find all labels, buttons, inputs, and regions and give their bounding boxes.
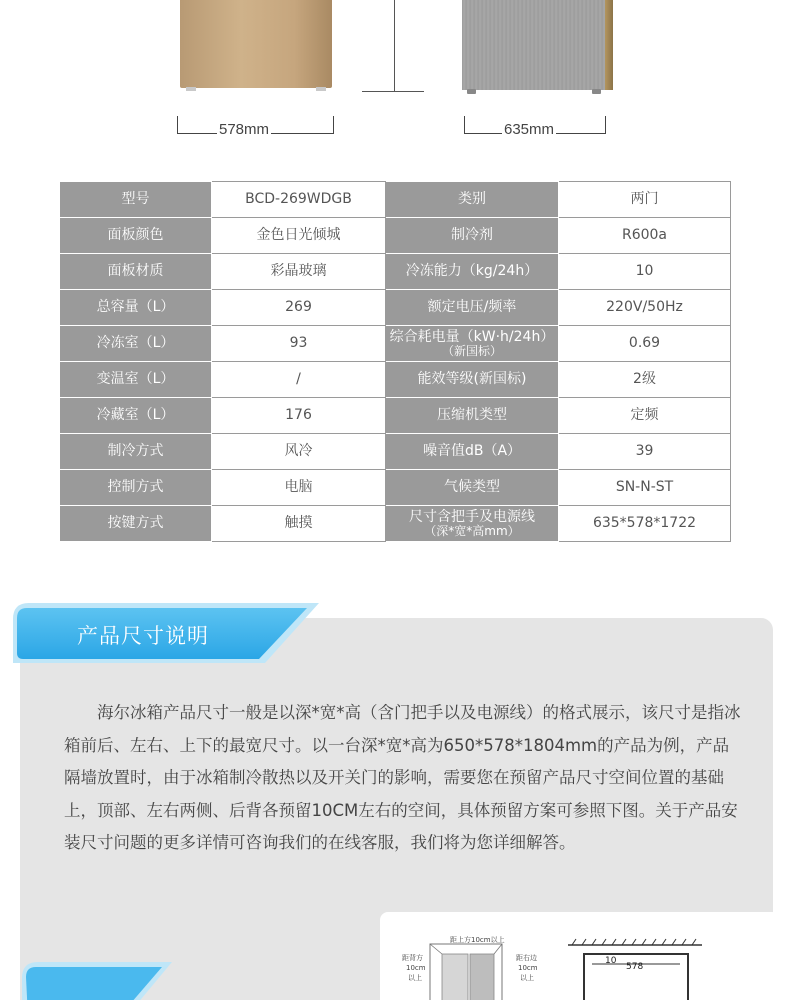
diagram-right-label-1: 距右边 <box>516 954 537 962</box>
spec-value-text: 风冷 <box>284 443 313 459</box>
spec-key-text: 气候类型 <box>444 479 500 495</box>
dimension-guide-line <box>362 91 424 92</box>
diagram-right-label-3: 以上 <box>520 974 534 982</box>
diagram-top-label: 距上方10cm以上 <box>450 936 505 944</box>
spec-key-text: 压缩机类型 <box>437 407 507 423</box>
spec-value <box>559 218 731 254</box>
spec-key <box>60 326 212 362</box>
dimension-guide-line <box>394 0 395 92</box>
spec-key-subtext: （新国标） <box>441 344 502 358</box>
spec-value <box>212 506 386 542</box>
installation-diagram-card <box>380 912 780 1000</box>
spec-value <box>559 434 731 470</box>
spec-key-text: 制冷方式 <box>107 443 164 459</box>
spec-value <box>559 182 731 218</box>
spec-key <box>386 470 559 506</box>
spec-key <box>60 434 212 470</box>
spec-table <box>59 181 731 542</box>
spec-value-text: 176 <box>285 407 312 423</box>
spec-key-text: 制冷剂 <box>451 227 493 243</box>
spec-value <box>559 470 731 506</box>
spec-value-text: R600a <box>621 227 668 243</box>
spec-key-text: 尺寸含把手及电源线 <box>409 509 535 525</box>
spec-key <box>386 506 559 542</box>
spec-key <box>60 398 212 434</box>
spec-value-text: 39 <box>635 443 654 459</box>
spec-value-text: 635*578*1722 <box>592 515 697 531</box>
depth-dimension-label: 635mm <box>504 121 555 138</box>
spec-key <box>386 290 559 326</box>
spec-key <box>386 182 559 218</box>
spec-key <box>60 182 212 218</box>
diagram-num-578: 578 <box>626 962 644 972</box>
spec-value <box>212 218 386 254</box>
spec-value <box>212 290 386 326</box>
spec-value-text: 彩晶玻璃 <box>270 263 327 279</box>
width-dimension-label: 578mm <box>219 121 270 138</box>
diagram-left-label-1: 距背方 <box>402 954 423 962</box>
spec-key-text: 型号 <box>121 191 150 207</box>
spec-row <box>60 290 731 326</box>
spec-value <box>212 470 386 506</box>
spec-row <box>60 470 731 506</box>
spec-key <box>60 254 212 290</box>
spec-row <box>60 218 731 254</box>
diagram-left-label-2: 10cm <box>406 964 426 972</box>
spec-value <box>212 434 386 470</box>
fridge-foot <box>467 89 476 94</box>
spec-value <box>559 362 731 398</box>
section-title: 产品尺寸说明 <box>77 624 209 648</box>
spec-key-text: 控制方式 <box>107 479 164 495</box>
spec-value-text: SN-N-ST <box>615 479 674 495</box>
diagram-right-label-2: 10cm <box>518 964 538 972</box>
spec-key-text: 额定电压/频率 <box>427 299 517 315</box>
spec-key <box>386 326 559 362</box>
spec-key <box>60 290 212 326</box>
spec-value <box>212 326 386 362</box>
spec-key-text: 面板材质 <box>107 263 164 279</box>
spec-key <box>386 218 559 254</box>
spec-value <box>559 290 731 326</box>
gold-fridge-image <box>180 0 332 88</box>
spec-key <box>60 470 212 506</box>
spec-key <box>386 254 559 290</box>
spec-value-text: 定频 <box>630 407 659 423</box>
spec-row <box>60 398 731 434</box>
spec-key-subtext: （深*宽*高mm） <box>424 524 520 538</box>
section-header-tab-2 <box>22 962 172 1000</box>
spec-row <box>60 506 731 542</box>
spec-key <box>60 506 212 542</box>
spec-row <box>60 434 731 470</box>
spec-key-text: 冷冻能力（kg/24h） <box>405 263 539 279</box>
spec-key <box>386 434 559 470</box>
spec-key <box>60 362 212 398</box>
spec-key <box>386 398 559 434</box>
spec-key-text: 总容量（L） <box>96 299 175 315</box>
spec-key-text: 冷冻室（L） <box>96 335 175 351</box>
spec-value <box>212 254 386 290</box>
spec-value-text: 2级 <box>633 371 656 387</box>
spec-key-text: 类别 <box>458 191 486 207</box>
spec-value-text: 0.69 <box>628 335 661 351</box>
spec-value-text: 两门 <box>630 191 659 207</box>
spec-value <box>212 182 386 218</box>
diagram-left-label-3: 以上 <box>408 974 422 982</box>
spec-value-text: 金色日光倾城 <box>256 227 341 243</box>
diagram-num-10: 10 <box>605 956 617 966</box>
spec-value-text: 220V/50Hz <box>606 299 683 315</box>
depth-dimension <box>464 116 606 136</box>
spec-value-text: / <box>296 371 301 387</box>
spec-value <box>559 398 731 434</box>
spec-key-text: 按键方式 <box>107 515 164 531</box>
spec-value <box>559 254 731 290</box>
spec-value-text: BCD-269WDGB <box>245 191 352 207</box>
spec-value-text: 电脑 <box>284 479 313 495</box>
spec-row <box>60 362 731 398</box>
spec-value <box>559 326 731 362</box>
spec-key <box>60 218 212 254</box>
size-description: 海尔冰箱产品尺寸一般是以深*宽*高（含门把手以及电源线）的格式展示，该尺寸是指冰箱前后、左右、上下的最宽尺寸。以一台深*宽*高为650*578*1804mm的产品为例，产品隔墙放置时，由于冰箱制冷散热以及开关门的影响，需要您在预留产品尺寸空间位置的基础上，顶部、左右两侧、后背各预留10CM左右的空间，具体预留方案可参照下图。关于产品安装尺寸问题的更多详情可咨询我们的在线客服，我们将为您详细解答。 <box>64 703 741 852</box>
spec-key-text: 噪音值dB（A） <box>422 443 522 459</box>
spec-value <box>559 506 731 542</box>
spec-value-text: 269 <box>285 299 312 315</box>
spec-key-text: 综合耗电量（kW·h/24h） <box>389 329 555 345</box>
spec-row <box>60 182 731 218</box>
installation-diagram <box>380 912 780 1000</box>
spec-value-text: 10 <box>635 263 654 279</box>
spec-value <box>212 398 386 434</box>
fridge-foot <box>316 87 326 91</box>
spec-value-text: 93 <box>289 335 308 351</box>
fridge-foot <box>592 89 601 94</box>
spec-key-text: 能效等级(新国标) <box>417 371 527 387</box>
door-edge <box>605 0 613 90</box>
spec-row <box>60 326 731 362</box>
fridge-foot <box>186 87 196 91</box>
width-dimension <box>177 116 334 136</box>
spec-value-text: 触摸 <box>284 515 313 531</box>
spec-value <box>212 362 386 398</box>
spec-key-text: 冷藏室（L） <box>96 407 175 423</box>
spec-key-text: 面板颜色 <box>107 227 164 243</box>
spec-key <box>386 362 559 398</box>
spec-row <box>60 254 731 290</box>
spec-key-text: 变温室（L） <box>96 371 175 387</box>
gray-fridge-side-image <box>462 0 607 90</box>
